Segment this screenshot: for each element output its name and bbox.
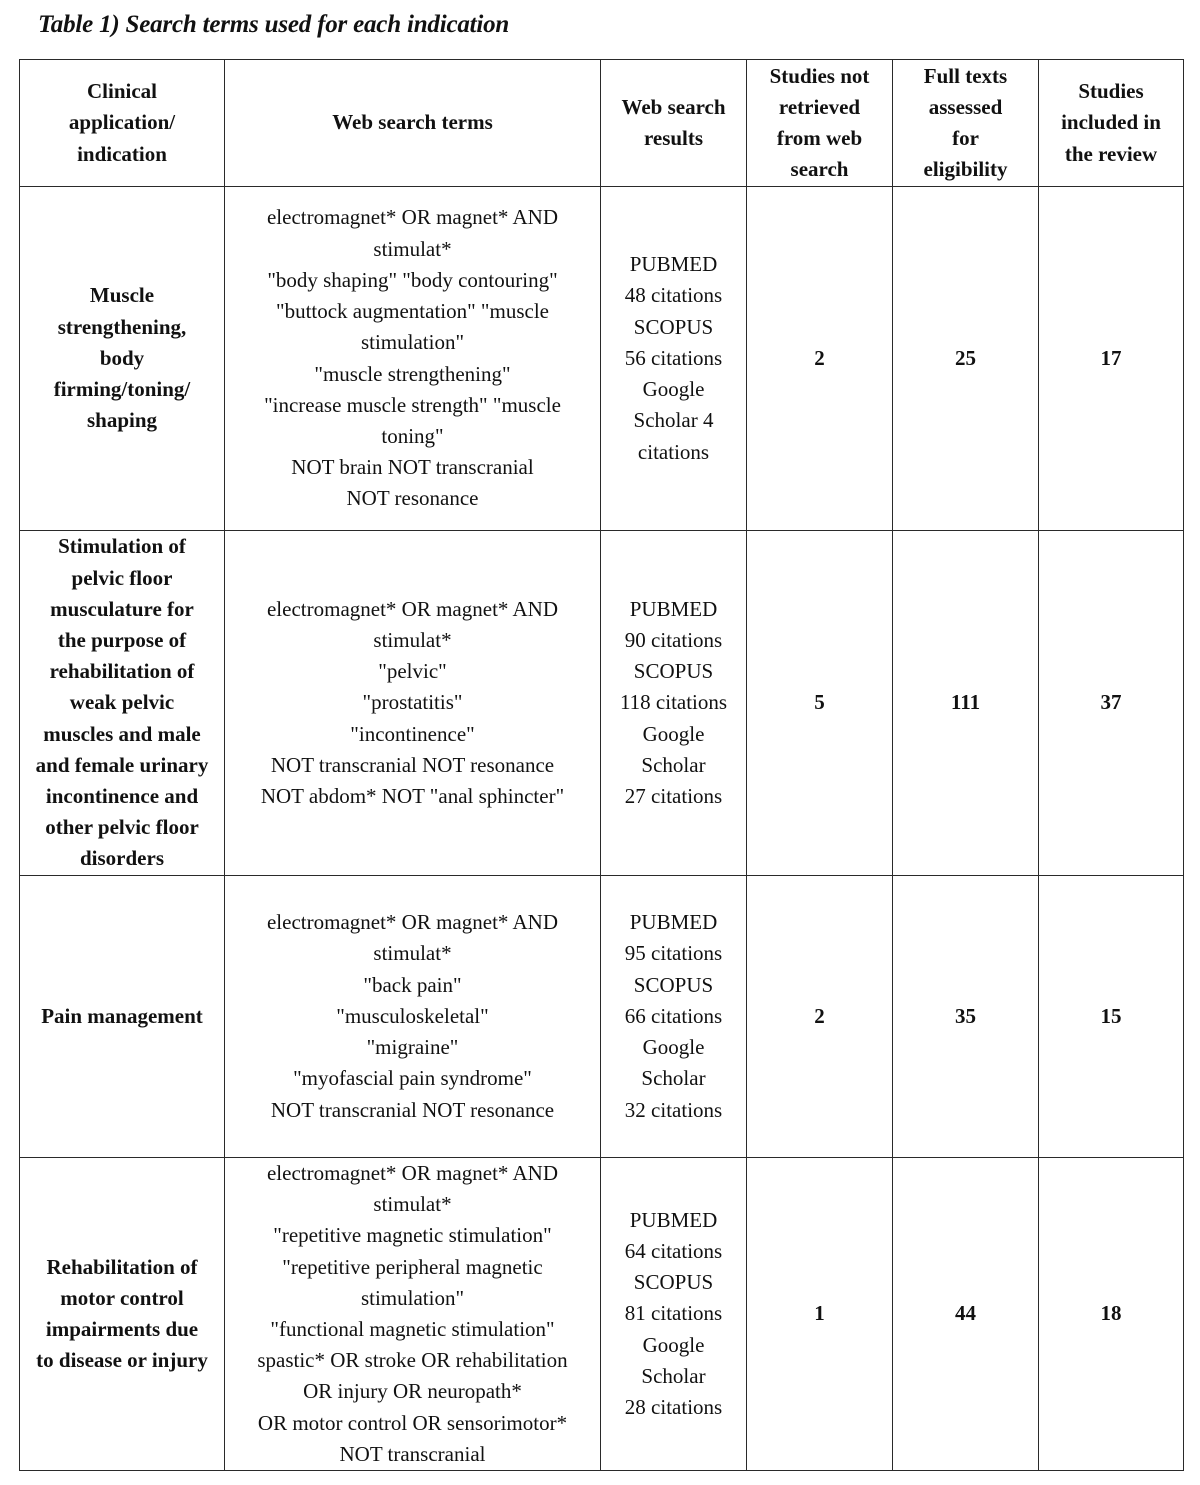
- cell-search-terms: electromagnet* OR magnet* AND stimulat* "pelvic" "prostatitis" "incontinence" NOT transcranial NOT resonance NOT abdom* NOT "anal sphincter": [225, 531, 601, 876]
- cell-full-texts: 44: [893, 1158, 1039, 1471]
- table-header-row: [20, 60, 1184, 187]
- cell-search-results: PUBMED 95 citations SCOPUS 66 citations Google Scholar 32 citations: [601, 876, 747, 1158]
- search-terms-table: [19, 59, 1184, 1471]
- header-web-search-results: Web search results: [601, 60, 747, 187]
- cell-search-terms: electromagnet* OR magnet* AND stimulat* "body shaping" "body contouring" "buttock augmentation" "muscle stimulation" "muscle strengthening" "increase muscle strength" "muscle toning" NOT brain NOT transcranial NOT resonance: [225, 187, 601, 531]
- cell-included: 18: [1039, 1158, 1184, 1471]
- header-full-texts-assessed: Full texts assessed for eligibility: [893, 60, 1039, 187]
- table-row: [20, 876, 1184, 1158]
- cell-search-results: PUBMED 64 citations SCOPUS 81 citations Google Scholar 28 citations: [601, 1158, 747, 1471]
- cell-search-results: PUBMED 90 citations SCOPUS 118 citations Google Scholar 27 citations: [601, 531, 747, 876]
- cell-search-results: PUBMED 48 citations SCOPUS 56 citations Google Scholar 4 citations: [601, 187, 747, 531]
- table-row: [20, 187, 1184, 531]
- cell-indication: Pain management: [20, 876, 225, 1158]
- cell-included: 37: [1039, 531, 1184, 876]
- cell-included: 15: [1039, 876, 1184, 1158]
- cell-full-texts: 25: [893, 187, 1039, 531]
- cell-indication: Muscle strengthening, body firming/toning/ shaping: [20, 187, 225, 531]
- header-web-search-terms: Web search terms: [225, 60, 601, 187]
- cell-included: 17: [1039, 187, 1184, 531]
- header-studies-not-retrieved: Studies not retrieved from web search: [747, 60, 893, 187]
- cell-full-texts: 35: [893, 876, 1039, 1158]
- cell-not-retrieved: 2: [747, 187, 893, 531]
- cell-not-retrieved: 5: [747, 531, 893, 876]
- cell-search-terms: electromagnet* OR magnet* AND stimulat* "back pain" "musculoskeletal" "migraine" "myofascial pain syndrome" NOT transcranial NOT resonance: [225, 876, 601, 1158]
- cell-full-texts: 111: [893, 531, 1039, 876]
- table-caption: Table 1) Search terms used for each indication: [38, 11, 510, 38]
- cell-search-terms: electromagnet* OR magnet* AND stimulat* "repetitive magnetic stimulation" "repetitive peripheral magnetic stimulation" "functional magnetic stimulation" spastic* OR stroke OR rehabilitation OR injury OR neuropath* OR motor control OR sensorimotor* NOT transcranial: [225, 1158, 601, 1471]
- header-clinical-indication: Clinical application/ indication: [20, 60, 225, 187]
- cell-not-retrieved: 1: [747, 1158, 893, 1471]
- cell-indication: Stimulation of pelvic floor musculature for the purpose of rehabilitation of weak pelvic muscles and male and female urinary incontinence and other pelvic floor disorders: [20, 531, 225, 876]
- table-row: [20, 1158, 1184, 1471]
- header-studies-included: Studies included in the review: [1039, 60, 1184, 187]
- table-row: [20, 531, 1184, 876]
- cell-not-retrieved: 2: [747, 876, 893, 1158]
- cell-indication: Rehabilitation of motor control impairments due to disease or injury: [20, 1158, 225, 1471]
